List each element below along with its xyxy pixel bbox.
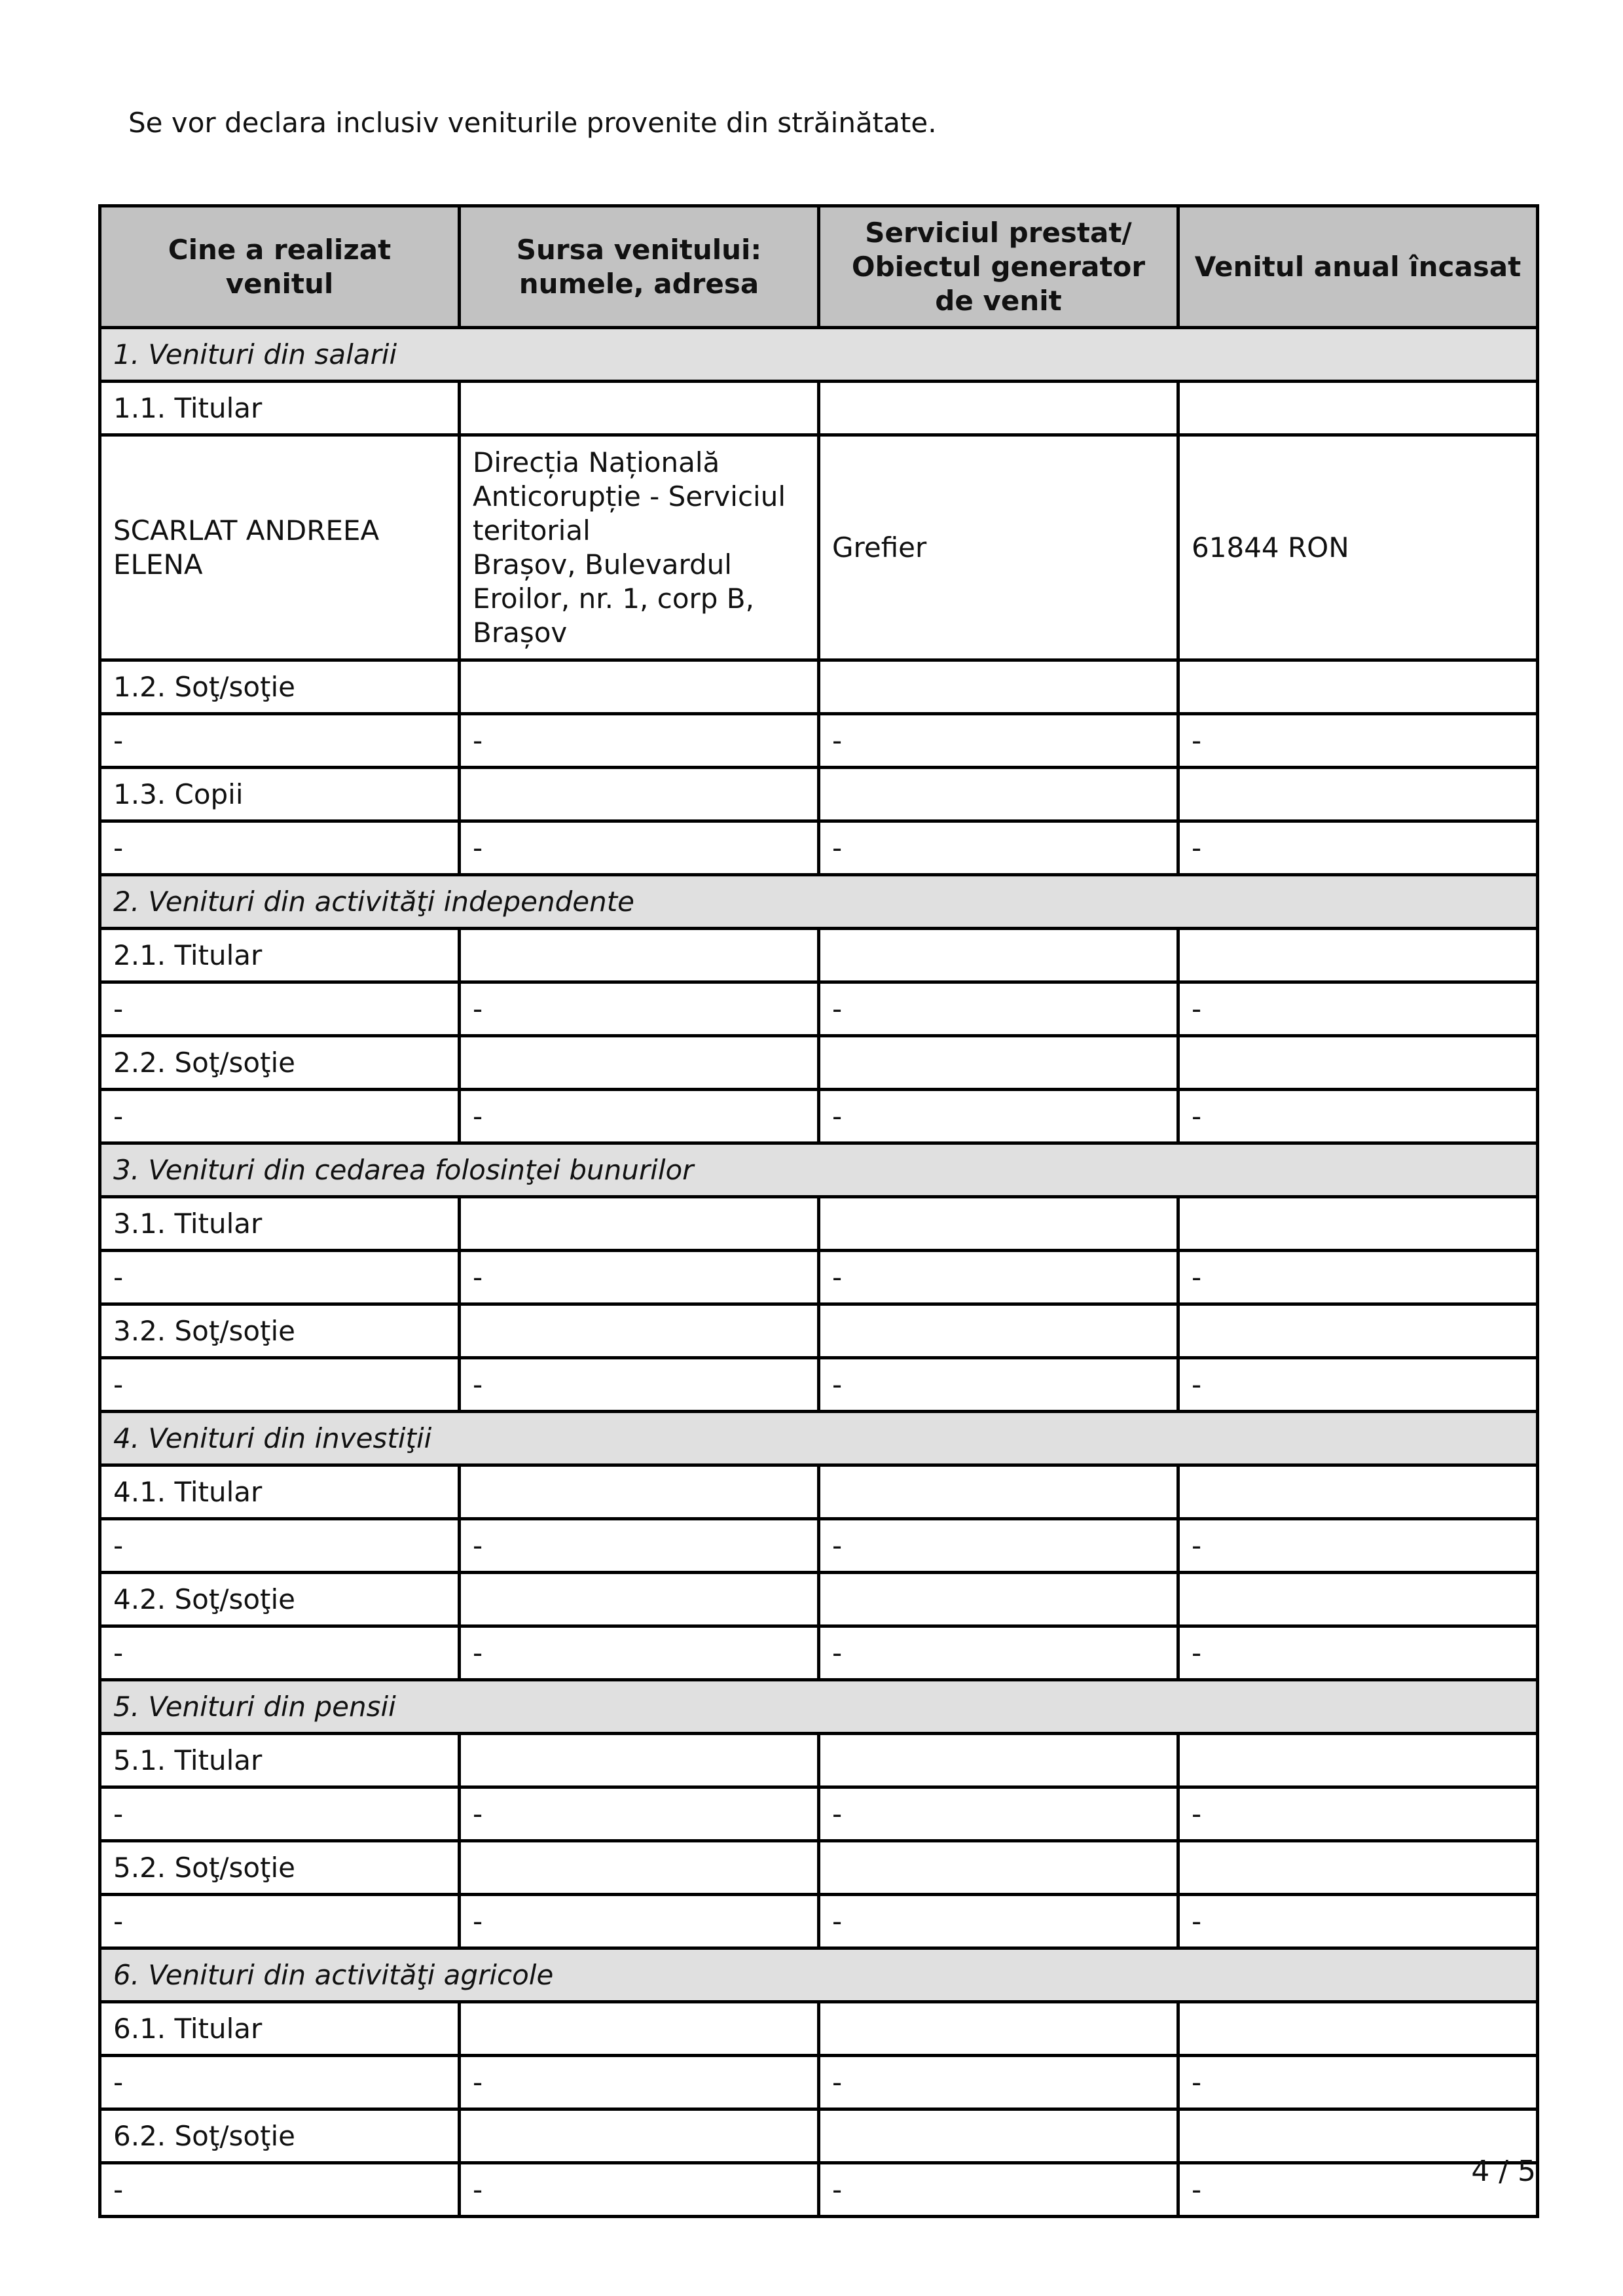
income-source-cell: - xyxy=(460,1519,819,1573)
section-title: 2. Venituri din activităţi independente xyxy=(100,875,1538,929)
group-label: 1.1. Titular xyxy=(100,382,460,435)
empty-cell xyxy=(819,1734,1178,1787)
empty-cell xyxy=(1178,929,1538,982)
group-label-row xyxy=(100,2002,1538,2056)
empty-cell xyxy=(460,382,819,435)
empty-cell xyxy=(460,1197,819,1251)
header-service-provided: Serviciul prestat/ Obiectul generator de venit xyxy=(819,206,1178,328)
table-row xyxy=(100,1090,1538,1143)
table-row xyxy=(100,1787,1538,1841)
table-row xyxy=(100,982,1538,1036)
income-source-cell: - xyxy=(460,821,819,875)
annual-income-cell: - xyxy=(1178,1090,1538,1143)
table-row xyxy=(100,1358,1538,1412)
empty-cell xyxy=(1178,1197,1538,1251)
empty-cell xyxy=(460,929,819,982)
section-title: 5. Venituri din pensii xyxy=(100,1680,1538,1734)
income-source-cell: - xyxy=(460,1090,819,1143)
empty-cell xyxy=(1178,768,1538,821)
empty-cell xyxy=(460,768,819,821)
header-annual-income: Venitul anual încasat xyxy=(1178,206,1538,328)
section-title: 6. Venituri din activităţi agricole xyxy=(100,1948,1538,2002)
group-label-row xyxy=(100,660,1538,714)
section-row xyxy=(100,1412,1538,1465)
empty-cell xyxy=(1178,1304,1538,1358)
table-row xyxy=(100,2163,1538,2217)
income-earner-cell: - xyxy=(100,2056,460,2109)
group-label-row xyxy=(100,768,1538,821)
income-source-cell: - xyxy=(460,714,819,768)
empty-cell xyxy=(460,2002,819,2056)
empty-cell xyxy=(460,1304,819,1358)
empty-cell xyxy=(1178,1465,1538,1519)
group-label-row xyxy=(100,1304,1538,1358)
annual-income-cell: - xyxy=(1178,982,1538,1036)
header-income-earner: Cine a realizat venitul xyxy=(100,206,460,328)
annual-income-cell: - xyxy=(1178,1895,1538,1948)
table-row xyxy=(100,714,1538,768)
income-earner-cell: - xyxy=(100,714,460,768)
section-row xyxy=(100,1680,1538,1734)
income-earner-cell: - xyxy=(100,1626,460,1680)
empty-cell xyxy=(819,660,1178,714)
table-row xyxy=(100,1895,1538,1948)
group-label: 5.1. Titular xyxy=(100,1734,460,1787)
section-title: 1. Venituri din salarii xyxy=(100,328,1538,382)
income-earner-cell: SCARLAT ANDREEA ELENA xyxy=(100,435,460,660)
empty-cell xyxy=(460,660,819,714)
empty-cell xyxy=(1178,2002,1538,2056)
group-label-row xyxy=(100,382,1538,435)
income-table xyxy=(98,204,1539,2218)
service-cell: - xyxy=(819,1251,1178,1304)
group-label: 1.3. Copii xyxy=(100,768,460,821)
group-label-row xyxy=(100,1197,1538,1251)
section-row xyxy=(100,328,1538,382)
income-source-cell: - xyxy=(460,1787,819,1841)
annual-income-cell: - xyxy=(1178,1358,1538,1412)
annual-income-cell: - xyxy=(1178,2163,1538,2217)
income-earner-cell: - xyxy=(100,1090,460,1143)
group-label: 5.2. Soţ/soţie xyxy=(100,1841,460,1895)
income-source-cell: - xyxy=(460,2163,819,2217)
income-table-header xyxy=(100,206,1538,328)
empty-cell xyxy=(819,1465,1178,1519)
empty-cell xyxy=(819,2002,1178,2056)
empty-cell xyxy=(460,1036,819,1090)
empty-cell xyxy=(819,929,1178,982)
intro-note: Se vor declara inclusiv veniturile provenite din străinătate. xyxy=(128,107,937,139)
group-label: 6.1. Titular xyxy=(100,2002,460,2056)
group-label-row xyxy=(100,2109,1538,2163)
annual-income-cell: - xyxy=(1178,1787,1538,1841)
group-label: 4.1. Titular xyxy=(100,1465,460,1519)
service-cell: - xyxy=(819,714,1178,768)
service-cell: - xyxy=(819,1626,1178,1680)
table-row xyxy=(100,2056,1538,2109)
service-cell: - xyxy=(819,982,1178,1036)
empty-cell xyxy=(1178,1734,1538,1787)
service-cell: - xyxy=(819,1090,1178,1143)
annual-income-cell: - xyxy=(1178,1251,1538,1304)
empty-cell xyxy=(819,382,1178,435)
service-cell: - xyxy=(819,1358,1178,1412)
annual-income-cell: - xyxy=(1178,2056,1538,2109)
empty-cell xyxy=(460,1573,819,1626)
page-number: 4 / 5 xyxy=(1471,2155,1536,2188)
annual-income-cell: - xyxy=(1178,1519,1538,1573)
service-cell: - xyxy=(819,2056,1178,2109)
section-row xyxy=(100,875,1538,929)
group-label: 4.2. Soţ/soţie xyxy=(100,1573,460,1626)
section-title: 3. Venituri din cedarea folosinţei bunurilor xyxy=(100,1143,1538,1197)
income-source-cell: - xyxy=(460,1358,819,1412)
income-earner-cell: - xyxy=(100,1251,460,1304)
income-source-cell: - xyxy=(460,1895,819,1948)
table-row xyxy=(100,1519,1538,1573)
section-row xyxy=(100,1948,1538,2002)
section-title: 4. Venituri din investiţii xyxy=(100,1412,1538,1465)
section-row xyxy=(100,1143,1538,1197)
group-label-row xyxy=(100,1841,1538,1895)
group-label-row xyxy=(100,929,1538,982)
empty-cell xyxy=(460,1734,819,1787)
empty-cell xyxy=(819,1841,1178,1895)
income-earner-cell: - xyxy=(100,1358,460,1412)
income-earner-cell: - xyxy=(100,1519,460,1573)
service-cell: - xyxy=(819,1519,1178,1573)
income-source-cell: - xyxy=(460,2056,819,2109)
annual-income-cell: - xyxy=(1178,821,1538,875)
empty-cell xyxy=(819,2109,1178,2163)
group-label-row xyxy=(100,1036,1538,1090)
empty-cell xyxy=(460,1465,819,1519)
empty-cell xyxy=(460,1841,819,1895)
group-label-row xyxy=(100,1734,1538,1787)
annual-income-cell: - xyxy=(1178,714,1538,768)
income-earner-cell: - xyxy=(100,1787,460,1841)
income-earner-cell: - xyxy=(100,1895,460,1948)
service-cell: Grefier xyxy=(819,435,1178,660)
table-row xyxy=(100,1251,1538,1304)
empty-cell xyxy=(819,1304,1178,1358)
empty-cell xyxy=(460,2109,819,2163)
group-label: 2.1. Titular xyxy=(100,929,460,982)
empty-cell xyxy=(819,1573,1178,1626)
income-table-body xyxy=(100,328,1538,2217)
table-row xyxy=(100,821,1538,875)
annual-income-cell: - xyxy=(1178,1626,1538,1680)
table-row xyxy=(100,1626,1538,1680)
empty-cell xyxy=(819,768,1178,821)
group-label: 2.2. Soţ/soţie xyxy=(100,1036,460,1090)
group-label: 1.2. Soţ/soţie xyxy=(100,660,460,714)
income-source-cell: - xyxy=(460,1626,819,1680)
empty-cell xyxy=(1178,660,1538,714)
group-label: 3.2. Soţ/soţie xyxy=(100,1304,460,1358)
income-entry-row xyxy=(100,435,1538,660)
empty-cell xyxy=(1178,1036,1538,1090)
group-label: 6.2. Soţ/soţie xyxy=(100,2109,460,2163)
income-source-cell: Direcția Națională Anticorupție - Serviciul teritorial Brașov, Bulevardul Eroilor, nr. 1, corp B, Brașov xyxy=(460,435,819,660)
service-cell: - xyxy=(819,821,1178,875)
service-cell: - xyxy=(819,1895,1178,1948)
group-label: 3.1. Titular xyxy=(100,1197,460,1251)
empty-cell xyxy=(819,1036,1178,1090)
income-source-cell: - xyxy=(460,982,819,1036)
empty-cell xyxy=(1178,1841,1538,1895)
income-earner-cell: - xyxy=(100,821,460,875)
income-earner-cell: - xyxy=(100,982,460,1036)
group-label-row xyxy=(100,1465,1538,1519)
empty-cell xyxy=(1178,382,1538,435)
header-income-source: Sursa venitului: numele, adresa xyxy=(460,206,819,328)
service-cell: - xyxy=(819,2163,1178,2217)
empty-cell xyxy=(819,1197,1178,1251)
income-earner-cell: - xyxy=(100,2163,460,2217)
service-cell: - xyxy=(819,1787,1178,1841)
annual-income-cell: 61844 RON xyxy=(1178,435,1538,660)
income-source-cell: - xyxy=(460,1251,819,1304)
group-label-row xyxy=(100,1573,1538,1626)
empty-cell xyxy=(1178,1573,1538,1626)
header-row xyxy=(100,206,1538,328)
